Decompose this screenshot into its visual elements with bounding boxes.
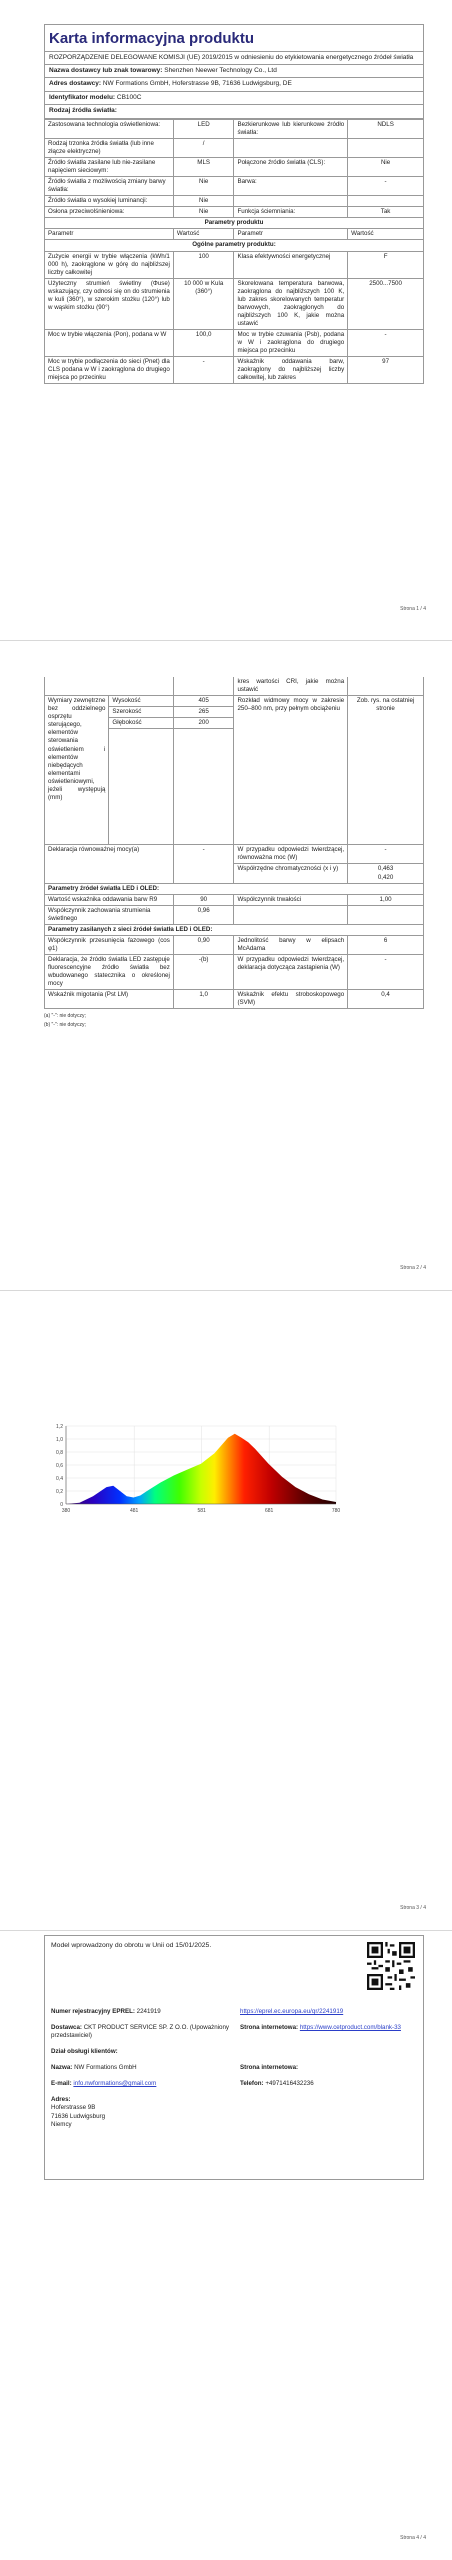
table-row: [45, 845, 424, 864]
x-tick-label: 581: [197, 1508, 206, 1514]
cell: 405: [173, 696, 234, 707]
x-tick-labels: [62, 1508, 341, 1514]
cell: 1,00: [348, 894, 424, 905]
cell: 1,0: [173, 990, 234, 1009]
cell: Moc w trybie czuwania (Psb), podana w W i zaokrąglona do drugiego miejsca po przecinku: [234, 330, 348, 357]
cell: Wartość wskaźnika oddawania barw R9: [45, 894, 174, 905]
website-link[interactable]: https://www.cetproduct.com/blank-33: [299, 2024, 401, 2032]
cell: -: [173, 357, 234, 384]
cell: 100: [173, 251, 234, 278]
regulation-text: ROZPORZĄDZENIE DELEGOWANE KOMISJI (UE) 2019/2015 w odniesieniu do etykietowania energetycznego źródeł światła: [44, 51, 424, 65]
cell: Nie: [173, 196, 234, 207]
cell: MLS: [173, 157, 234, 176]
cell: Współczynnik zachowania strumienia świetlnego: [45, 905, 174, 924]
phone-label: Telefon:: [240, 2080, 264, 2088]
y-tick-label: 1,0: [56, 1436, 63, 1443]
table-row: [45, 696, 424, 707]
cell: [234, 196, 348, 207]
email-label: E-mail:: [51, 2080, 72, 2088]
spectrum-chart: [44, 1420, 344, 1516]
page-title: Karta informacyjna produktu: [44, 24, 424, 51]
cell: Szerokość: [109, 707, 173, 718]
email-link[interactable]: info.nwformations@gmail.com: [73, 2080, 157, 2088]
address-value: NW Formations GmbH, Hoferstrasse 9B, 71636 Ludwigsburg, DE: [102, 80, 292, 88]
section-title: Parametry produktu: [45, 218, 424, 229]
col-header: Parametr: [45, 229, 174, 240]
address-row: [44, 78, 424, 91]
page-divider: [0, 1930, 452, 1931]
cell: Współczynnik przesunięcia fazowego (cos φ1): [45, 935, 174, 954]
table-row: [45, 677, 424, 696]
cell: F: [348, 251, 424, 278]
address-line: 71636 Ludwigsburg: [51, 2112, 106, 2120]
table-row: [45, 240, 424, 251]
cell: Wskaźnik oddawania barw, zaokrąglony do najbliższej liczby całkowitej, lub zakres: [234, 357, 348, 384]
cell: [234, 138, 348, 157]
x-tick-label: 380: [61, 1508, 71, 1514]
spectrum-area: [66, 1434, 336, 1504]
page-number: Strona 2 / 4: [400, 1265, 426, 1271]
table-row: [45, 894, 424, 905]
col-header: Parametr: [234, 229, 348, 240]
page-divider: [0, 640, 452, 641]
model-row: [44, 92, 424, 105]
name-label: Nazwa:: [51, 2064, 73, 2072]
cell: kres wartości CRI, jakie można ustawić: [234, 677, 348, 696]
cell: -: [173, 845, 234, 883]
cell: 2500...7500: [348, 278, 424, 329]
cell: Współrzędne chromatyczności (x i y): [234, 864, 348, 883]
cell: Zastosowana technologia oświetleniowa:: [45, 119, 174, 138]
page-number: Strona 4 / 4: [400, 2535, 426, 2541]
model-value: CB100C: [116, 93, 142, 101]
table-row: [45, 119, 424, 138]
cell: 200: [173, 718, 234, 729]
table-row: [45, 357, 424, 384]
table-row: [45, 330, 424, 357]
cell: W przypadku odpowiedzi twierdzącej, deklaracja dotycząca zastąpienia (W): [234, 955, 348, 990]
page-2: [0, 645, 452, 1285]
footnote: (a) "-": nie dotyczy;: [44, 1013, 86, 1020]
cell: 265: [173, 707, 234, 718]
table-row: [45, 905, 424, 924]
params-table-continued: [44, 677, 424, 1009]
supplier-row: [44, 65, 424, 78]
cell: Wskaźnik migotania (Pst LM): [45, 990, 174, 1009]
x-tick-label: 681: [265, 1508, 274, 1514]
phone-value: +4971416432236: [265, 2080, 314, 2088]
cell: Nie: [173, 207, 234, 218]
page-number: Strona 3 / 4: [400, 1905, 426, 1911]
cell: -: [348, 330, 424, 357]
table-row: [45, 196, 424, 207]
cell: Moc w trybie włączenia (Pon), podana w W: [45, 330, 174, 357]
model-label: Identyfikator modelu:: [49, 93, 116, 101]
address-line: Niemcy: [51, 2120, 72, 2128]
section-title: Parametry zasilanych z sieci źródeł światła LED i OLED:: [45, 924, 424, 935]
cell: Zużycie energii w trybie włączenia (kWh/1 000 h), zaokrąglone w górę do najbliższej liczby całkowitej: [45, 251, 174, 278]
col-header: Wartość: [173, 229, 234, 240]
cell: Rozkład widmowy mocy w zakresie 250–800 nm, przy pełnym obciążeniu: [234, 696, 348, 845]
cell: [348, 905, 424, 924]
cell: -: [348, 955, 424, 990]
table-row: [45, 207, 424, 218]
cell: Deklaracja równoważnej mocy(a): [45, 845, 174, 883]
cell: 0,463 0,420: [348, 864, 424, 883]
table-row: [45, 883, 424, 894]
table-row: [45, 177, 424, 196]
cell: Jednolitość barwy w elipsach McAdama: [234, 935, 348, 954]
table-row: [45, 924, 424, 935]
customer-service-label: Dział obsługi klientów:: [51, 2048, 118, 2056]
cell: Zob. rys. na ostatniej stronie: [348, 696, 424, 845]
cell: Źródło światła z możliwością zmiany barwy światła:: [45, 177, 174, 196]
table-row: [45, 278, 424, 329]
table-row: [45, 157, 424, 176]
table-row: [45, 955, 424, 990]
page-divider: [0, 1290, 452, 1291]
y-tick-label: 0,8: [56, 1449, 63, 1456]
contact-table: [51, 2006, 417, 2129]
supplier-value: Shenzhen Neewer Technology Co., Ltd: [164, 66, 277, 74]
cell: Rodzaj trzonka źródła światła (lub inne złącze elektryczne): [45, 138, 174, 157]
cell: W przypadku odpowiedzi twierdzącej, równoważna moc (W): [234, 845, 348, 864]
cell: 10 000 w Kula (360°): [173, 278, 234, 329]
cell: Głębokość: [109, 718, 173, 729]
col-header: Wartość: [348, 229, 424, 240]
cell: Skorelowana temperatura barwowa, zaokrąglona do najbliższych 100 K, lub zakres skorelowanych temperatur barwowych, zaokrąglonych do najbliższych 100 K, jakie można ustawić: [234, 278, 348, 329]
address-label: Adres:: [51, 2096, 71, 2104]
footnote: (b) "-": nie dotyczy;: [44, 1021, 86, 1028]
cell: -: [348, 177, 424, 196]
y-tick-label: 0,2: [56, 1488, 63, 1495]
cell: /: [173, 138, 234, 157]
website-label-2: Strona internetowa:: [240, 2064, 299, 2072]
website-label: Strona internetowa:: [240, 2024, 299, 2032]
market-intro: Model wprowadzony do obrotu w Unii od 15/01/2025.: [51, 1942, 212, 1949]
cell: Użyteczny strumień świetlny (Φuse) wskazujący, czy odnosi się on do strumienia w kuli (360°), w szerokim stożku (120°) lub w wąskim stożku (90°): [45, 278, 174, 329]
eprel-label: Numer rejestracyjny EPREL:: [51, 2008, 135, 2015]
address-line: Hoferstrasse 9B: [51, 2104, 96, 2112]
cell: 0,4: [348, 990, 424, 1009]
cell: Wskaźnik efektu stroboskopowego (SVM): [234, 990, 348, 1009]
cell: -: [348, 845, 424, 864]
x-tick-label: 780: [331, 1508, 341, 1514]
cell: [348, 138, 424, 157]
table-row: [45, 990, 424, 1009]
cell: Źródło światła zasilane lub nie-zasilane napięciem sieciowym:: [45, 157, 174, 176]
cell: Połączone źródło światła (CLS):: [234, 157, 348, 176]
table-row: [45, 138, 424, 157]
cell: Tak: [348, 207, 424, 218]
spectrum-svg: [44, 1420, 344, 1516]
table-header-row: [45, 229, 424, 240]
cell: 6: [348, 935, 424, 954]
cell: Moc w trybie podłączenia do sieci (Pnet) dla CLS podana w W i zaokrąglona do drugiego miejsca po przecinku: [45, 357, 174, 384]
contact-panel: [44, 1935, 424, 2180]
cell: 90: [173, 894, 234, 905]
eprel-number: 2241919: [136, 2008, 161, 2015]
cell: 97: [348, 357, 424, 384]
cell: Współczynnik trwałości: [234, 894, 348, 905]
cell: Wysokość: [109, 696, 173, 707]
cell: Bezkierunkowe lub kierunkowe źródło światła:: [234, 119, 348, 138]
type-row: [44, 105, 424, 118]
cell: Barwa:: [234, 177, 348, 196]
cell: Nie: [348, 157, 424, 176]
cell: NDLS: [348, 119, 424, 138]
page-1: [0, 0, 452, 620]
cell: 100,0: [173, 330, 234, 357]
distributor-value: CKT PRODUCT SERVICE SP. Z O.O. (Upoważniony przedstawiciel): [51, 2024, 230, 2040]
cell: [234, 905, 348, 924]
type-table: [44, 119, 424, 385]
dims-label: Wymiary zewnętrzne bez oddzielnego osprzętu sterującego, elementów sterowania oświetleniem i elementów niebędących elementami oświetleniowymi, jeżeli występują (mm): [45, 696, 109, 845]
y-tick-label: 0,4: [56, 1475, 63, 1482]
supplier-label: Nazwa dostawcy lub znak towarowy:: [49, 66, 163, 74]
name-value: NW Formations GmbH: [74, 2064, 137, 2072]
type-label: Rodzaj źródła światła:: [49, 107, 117, 115]
cell: -(b): [173, 955, 234, 990]
qr-code-icon[interactable]: [367, 1942, 415, 1990]
y-tick-label: 0,6: [56, 1462, 63, 1469]
cell: [348, 196, 424, 207]
cell: Źródło światła o wysokiej luminancji:: [45, 196, 174, 207]
x-tick-label: 481: [130, 1508, 139, 1514]
y-tick-label: 0: [60, 1501, 63, 1508]
eprel-link[interactable]: https://eprel.ec.europa.eu/qr/2241919: [240, 2008, 344, 2015]
table-row: [45, 251, 424, 278]
section-title: Parametry źródeł światła LED i OLED:: [45, 883, 424, 894]
table-row: [45, 935, 424, 954]
cell: Osłona przeciwolśnieniowa:: [45, 207, 174, 218]
table-row: [45, 218, 424, 229]
y-tick-labels: [56, 1424, 63, 1508]
cell: Deklaracja, że źródło światła LED zastępuje fluorescencyjne źródło światła bez wbudowanego statecznika o określonej mocy: [45, 955, 174, 990]
cell: LED: [173, 119, 234, 138]
cell: Nie: [173, 177, 234, 196]
page-number: Strona 1 / 4: [400, 606, 426, 612]
cell: 0,90: [173, 935, 234, 954]
distributor-label: Dostawca:: [51, 2024, 82, 2032]
y-tick-label: 1,2: [56, 1423, 63, 1430]
cell: 0,96: [173, 905, 234, 924]
section-title: Ogólne parametry produktu:: [45, 240, 424, 251]
cell: Funkcja ściemniania:: [234, 207, 348, 218]
address-label: Adres dostawcy:: [49, 80, 102, 88]
cell: Klasa efektywności energetycznej: [234, 251, 348, 278]
